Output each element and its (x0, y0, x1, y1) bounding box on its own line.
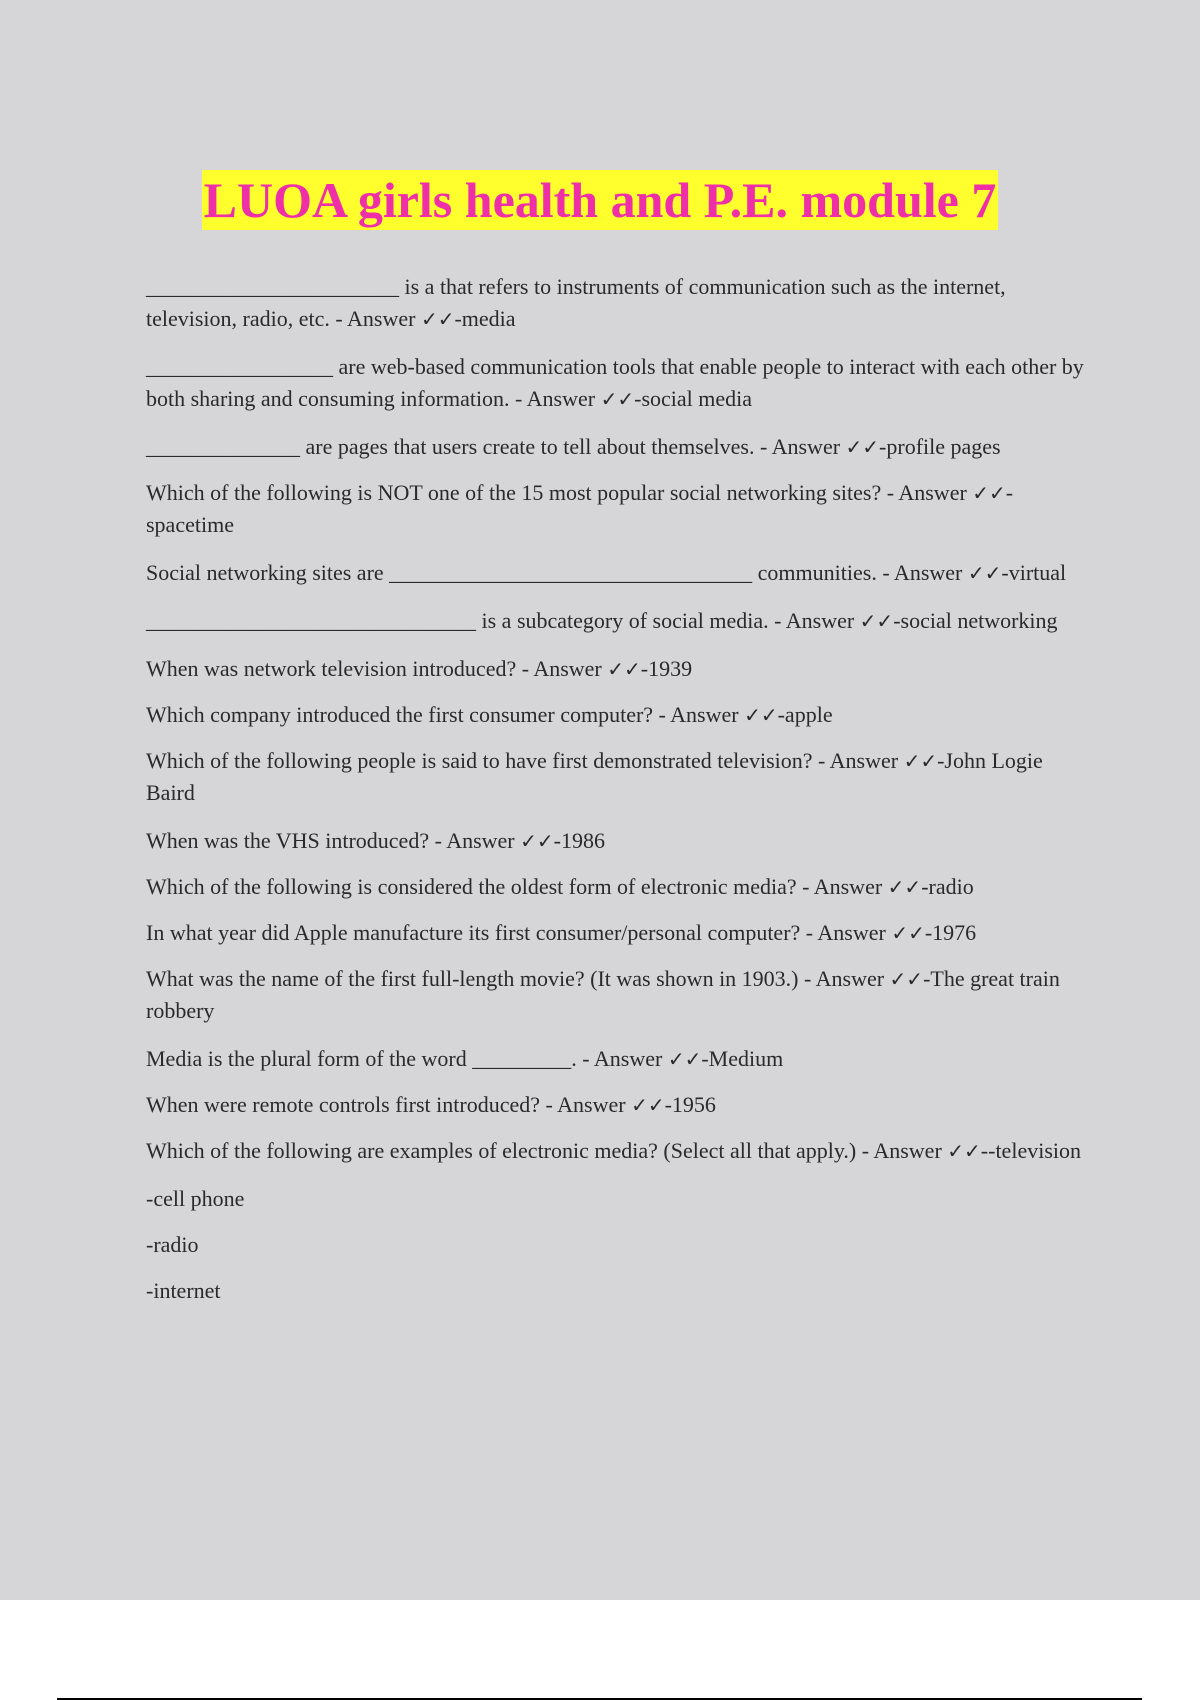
answer-text: -spacetime (146, 480, 1014, 537)
answer-text: -virtual (1001, 560, 1067, 585)
qa-item: When was the VHS introduced? - Answer ✓✓-1986 (146, 828, 605, 853)
check-icon: ✓✓ (600, 387, 635, 411)
check-icon: ✓✓ (967, 561, 1002, 585)
qa-item: What was the name of the first full-length movie? (It was shown in 1903.) - Answer ✓✓-The great train robbery (146, 966, 1060, 1023)
answer-text: -The great train robbery (146, 966, 1060, 1023)
check-icon: ✓✓ (891, 921, 925, 945)
fill-blank: _______________________ (146, 274, 399, 299)
answer-text: -social media (634, 386, 753, 411)
qa-list (146, 271, 1096, 1321)
qa-item: ______________ are pages that users create to tell about themselves. - Answer ✓✓-profile pages (146, 434, 1001, 459)
answer-text: -1976 (924, 920, 977, 945)
answer-text: -media (454, 306, 516, 331)
qa-item: ______________________________ is a subcategory of social media. - Answer ✓✓-social networking (146, 608, 1058, 633)
answer-text: -Medium (701, 1046, 784, 1071)
answer-list-item: -radio (146, 1232, 199, 1257)
qa-item: Which of the following is considered the oldest form of electronic media? - Answer ✓✓-radio (146, 874, 974, 899)
fill-blank: ______________ (146, 434, 300, 459)
check-icon: ✓✓ (859, 609, 894, 633)
qa-item: Media is the plural form of the word _________. - Answer ✓✓-Medium (146, 1046, 784, 1071)
answer-text: -1986 (553, 828, 605, 853)
answer-text: -social networking (893, 608, 1058, 633)
check-icon: ✓✓ (903, 749, 938, 773)
check-icon: ✓✓ (420, 307, 455, 331)
answer-list-item: -cell phone (146, 1186, 245, 1211)
qa-item: In what year did Apple manufacture its first consumer/personal computer? - Answer ✓✓-1976 (146, 920, 977, 945)
answer-list-item: -internet (146, 1278, 221, 1303)
answer-text: -radio (921, 874, 974, 899)
qa-item: Social networking sites are _________________________________ communities. - Answer ✓✓-virtual (146, 560, 1067, 585)
answer-text: -1956 (664, 1092, 716, 1117)
check-icon: ✓✓ (845, 435, 880, 459)
check-icon: ✓✓ (947, 1139, 981, 1163)
qa-item: When was network television introduced? - Answer ✓✓-1939 (146, 656, 693, 681)
answer-text: -profile pages (879, 434, 1001, 459)
answer-text: -apple (777, 702, 833, 727)
qa-item: Which of the following is NOT one of the 15 most popular social networking sites? - Answer ✓✓-spacetime (146, 480, 1014, 537)
qa-item: _______________________ is a that refers to instruments of communication such as the internet, television, radio, etc. - Answer ✓✓-media (146, 274, 1006, 331)
qa-item: Which of the following people is said to have first demonstrated television? - Answer ✓✓-John Logie Baird (146, 748, 1043, 805)
qa-item: _________________ are web-based communication tools that enable people to interact with each other by both sharing and consuming information. - Answer ✓✓-social media (146, 354, 1084, 411)
answer-text: --television (980, 1138, 1081, 1163)
qa-item: When were remote controls first introduced? - Answer ✓✓-1956 (146, 1092, 716, 1117)
answer-text: -John Logie Baird (146, 748, 1043, 805)
qa-item: Which of the following are examples of electronic media? (Select all that apply.) - Answer ✓✓--television (146, 1138, 1081, 1163)
fill-blank: _________________ (146, 354, 333, 379)
check-icon: ✓✓ (889, 967, 924, 991)
check-icon: ✓✓ (667, 1047, 702, 1071)
fill-blank: _________________________________ (389, 560, 753, 585)
title-wrap (0, 170, 1200, 230)
fill-blank: _________ (472, 1046, 572, 1071)
check-icon: ✓✓ (631, 1093, 665, 1117)
fill-blank: ______________________________ (146, 608, 476, 633)
check-icon: ✓✓ (520, 829, 554, 853)
check-icon: ✓✓ (607, 657, 641, 681)
check-icon: ✓✓ (887, 875, 922, 899)
document-title: LUOA girls health and P.E. module 7 (203, 172, 997, 228)
check-icon: ✓✓ (972, 481, 1006, 505)
check-icon: ✓✓ (744, 703, 778, 727)
qa-item: Which company introduced the first consumer computer? - Answer ✓✓-apple (146, 702, 833, 727)
answer-text: -1939 (640, 656, 693, 681)
